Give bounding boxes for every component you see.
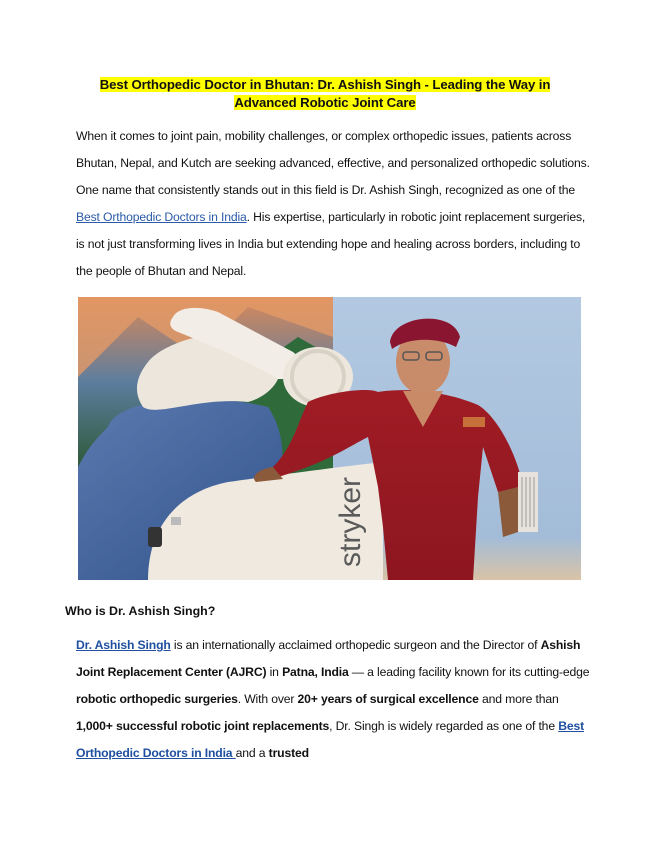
ajrc-name: Ashish Joint Replacement Center (AJRC)	[76, 638, 581, 679]
location: Patna, India	[282, 665, 349, 679]
who-text: is an internationally acclaimed orthopedic surgeon and the Director of	[170, 638, 541, 652]
who-text: and a	[235, 746, 269, 760]
document-title	[60, 76, 590, 112]
who-text: and more than	[478, 692, 559, 706]
doctor-robot-photo	[78, 297, 581, 580]
title-line-2: Advanced Robotic Joint Care	[234, 95, 416, 110]
trusted-text: trusted	[268, 746, 309, 760]
section-heading-who: Who is Dr. Ashish Singh?	[65, 604, 216, 618]
replacements-count: 1,000+ successful robotic joint replacements	[76, 719, 330, 733]
intro-text-1: When it comes to joint pain, mobility challenges, or complex orthopedic issues, patients across Bhutan, Nepal, and Kutch are seeking advanced, effective, and personalized orthopedic solutions. One name that consistently stands out in this field is Dr. Ashish Singh, recognized as one of the	[76, 129, 590, 197]
dr-ashish-singh-link[interactable]: Dr. Ashish Singh	[76, 638, 171, 652]
intro-paragraph	[76, 123, 596, 285]
who-text: , Dr. Singh is widely regarded as one of the	[329, 719, 559, 733]
best-orthopedic-doctors-link[interactable]: Best Orthopedic Doctors in India	[76, 210, 247, 224]
best-orthopedic-doctors-link-2[interactable]: Best Orthopedic Doctors in India	[76, 719, 585, 760]
who-paragraph	[76, 632, 596, 767]
intro-text-2: . His expertise, particularly in robotic joint replacement surgeries, is not just transforming lives in India but extending hope and healing across borders, including to the people of Bhutan and Nepal.	[76, 210, 586, 278]
who-text: in	[266, 665, 283, 679]
specialty: robotic orthopedic surgeries	[76, 692, 238, 706]
title-line-1: Best Orthopedic Doctor in Bhutan: Dr. Ashish Singh - Leading the Way in	[99, 77, 551, 92]
stryker-logo: stryker	[334, 477, 367, 567]
who-text: — a leading facility known for its cutting-edge	[348, 665, 590, 679]
experience: 20+ years of surgical excellence	[297, 692, 479, 706]
who-text: . With over	[237, 692, 298, 706]
